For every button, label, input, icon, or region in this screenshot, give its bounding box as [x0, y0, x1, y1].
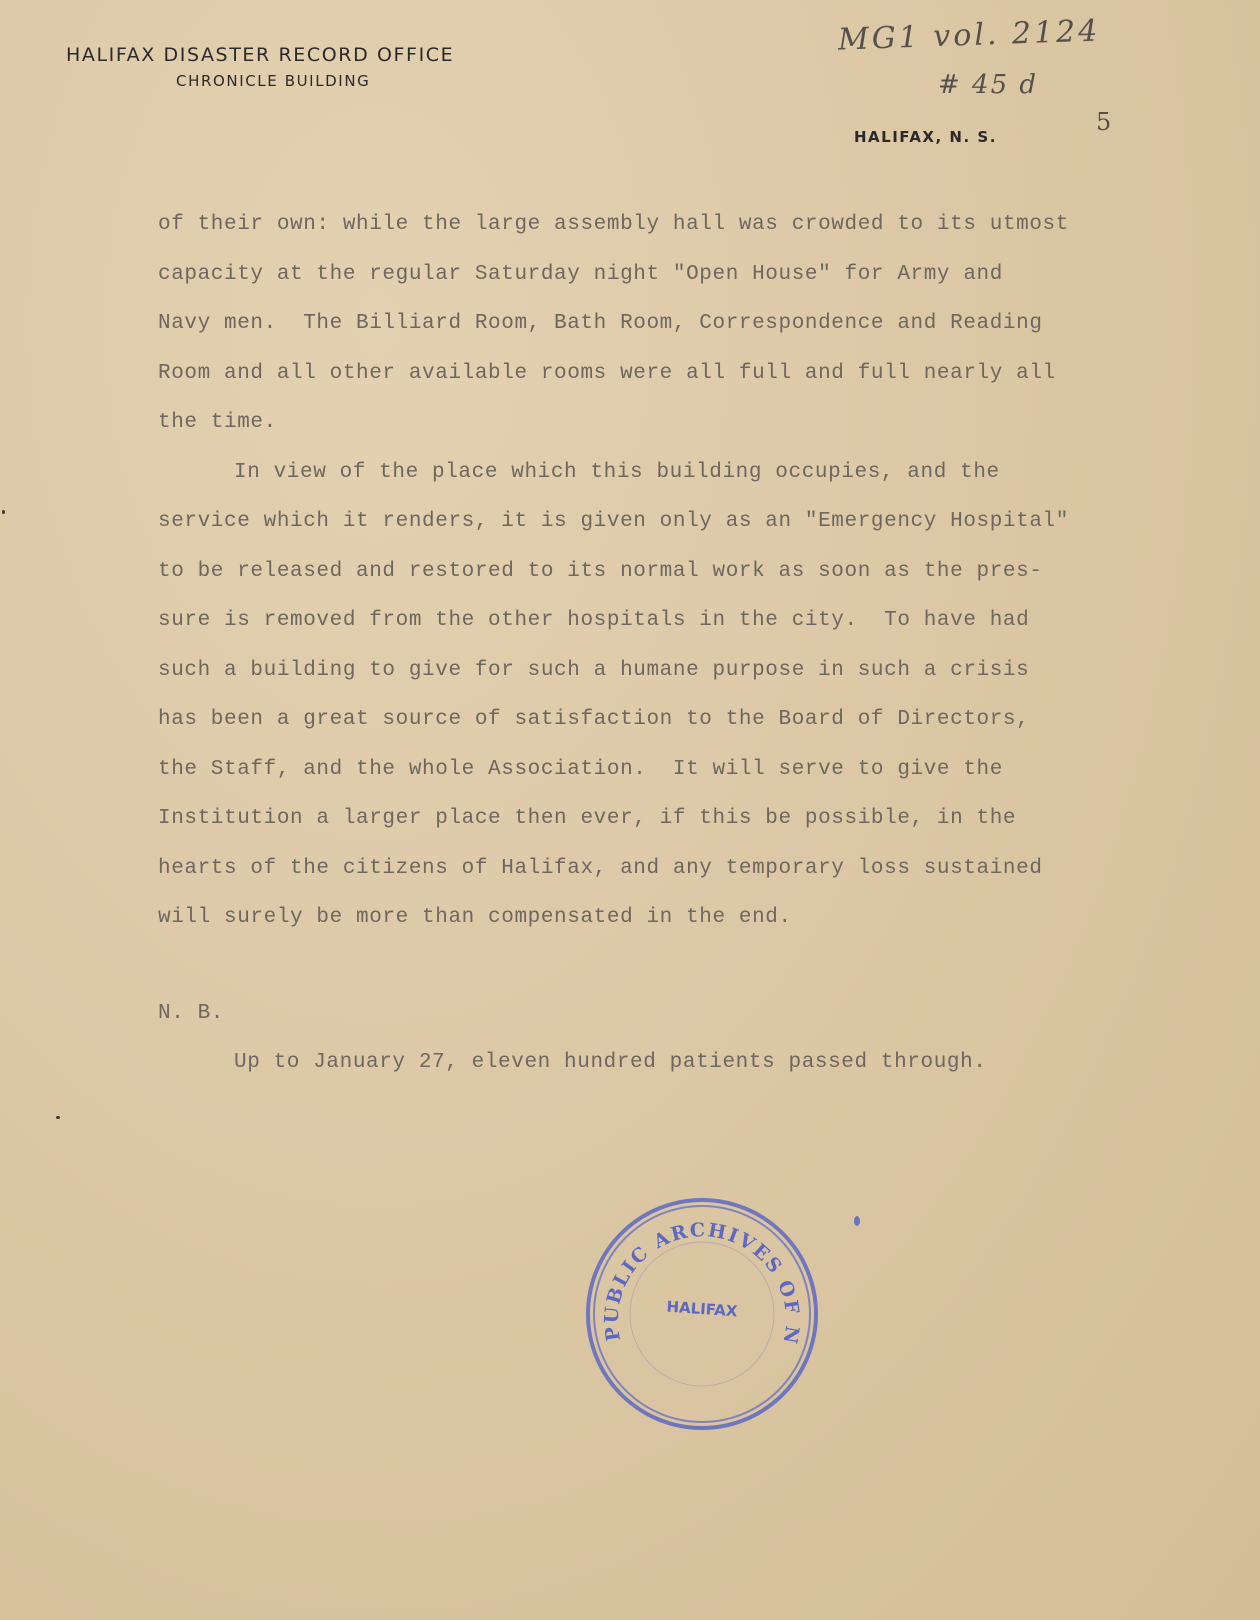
body-line: hearts of the citizens of Halifax, and any temporary loss sustained — [158, 856, 1043, 880]
stamp-ring-text: PUBLIC ARCHIVES OF N — [600, 1219, 804, 1348]
archives-stamp — [584, 1196, 820, 1432]
body-line: Room and all other available rooms were all full and full nearly all — [158, 361, 1056, 385]
handwritten-archive-reference: MG1 vol. 2124 — [837, 13, 1101, 58]
letterhead — [66, 44, 454, 90]
body-line: such a building to give for such a humane purpose in such a crisis — [158, 658, 1030, 682]
handwritten-item-number: # 45 d — [938, 70, 1039, 100]
body-line: to be released and restored to its normal work as soon as the pres- — [158, 559, 1043, 583]
letterhead-building: CHRONICLE BUILDING — [176, 72, 371, 90]
body-line: the time. — [158, 411, 277, 434]
body-line: capacity at the regular Saturday night "Open House" for Army and — [158, 262, 1003, 286]
nb-label: N. B. — [158, 1001, 225, 1025]
letterhead-organization: HALIFAX DISASTER RECORD OFFICE — [66, 44, 455, 66]
paper-speck — [56, 1116, 60, 1119]
handwritten-page-number: 5 — [1096, 108, 1112, 136]
letterhead-city: HALIFAX, N. S. — [854, 128, 997, 146]
body-line: has been a great source of satisfaction to the Board of Directors, — [158, 708, 1030, 731]
body-line: the Staff, and the whole Association. It will serve to give the — [158, 757, 1003, 781]
nb-note: Up to January 27, eleven hundred patients passed through. — [234, 1051, 987, 1074]
body-line: In view of the place which this building occupies, and the — [234, 460, 1000, 484]
body-line: sure is removed from the other hospitals in the city. To have had — [158, 609, 1030, 632]
body-line: Institution a larger place then ever, if this be possible, in the — [158, 807, 1017, 830]
body-line: of their own: while the large assembly hall was crowded to its utmost — [158, 213, 1069, 236]
stamp-center-text: HALIFAX — [665, 1297, 739, 1321]
body-line: service which it renders, it is given only as an "Emergency Hospital" — [158, 510, 1069, 533]
body-line: will surely be more than compensated in the end. — [158, 906, 792, 929]
ink-mark — [854, 1216, 860, 1226]
body-line: Navy men. The Billiard Room, Bath Room, Correspondence and Reading — [158, 312, 1043, 335]
typed-body — [158, 200, 1198, 1088]
paper-speck — [2, 510, 5, 514]
